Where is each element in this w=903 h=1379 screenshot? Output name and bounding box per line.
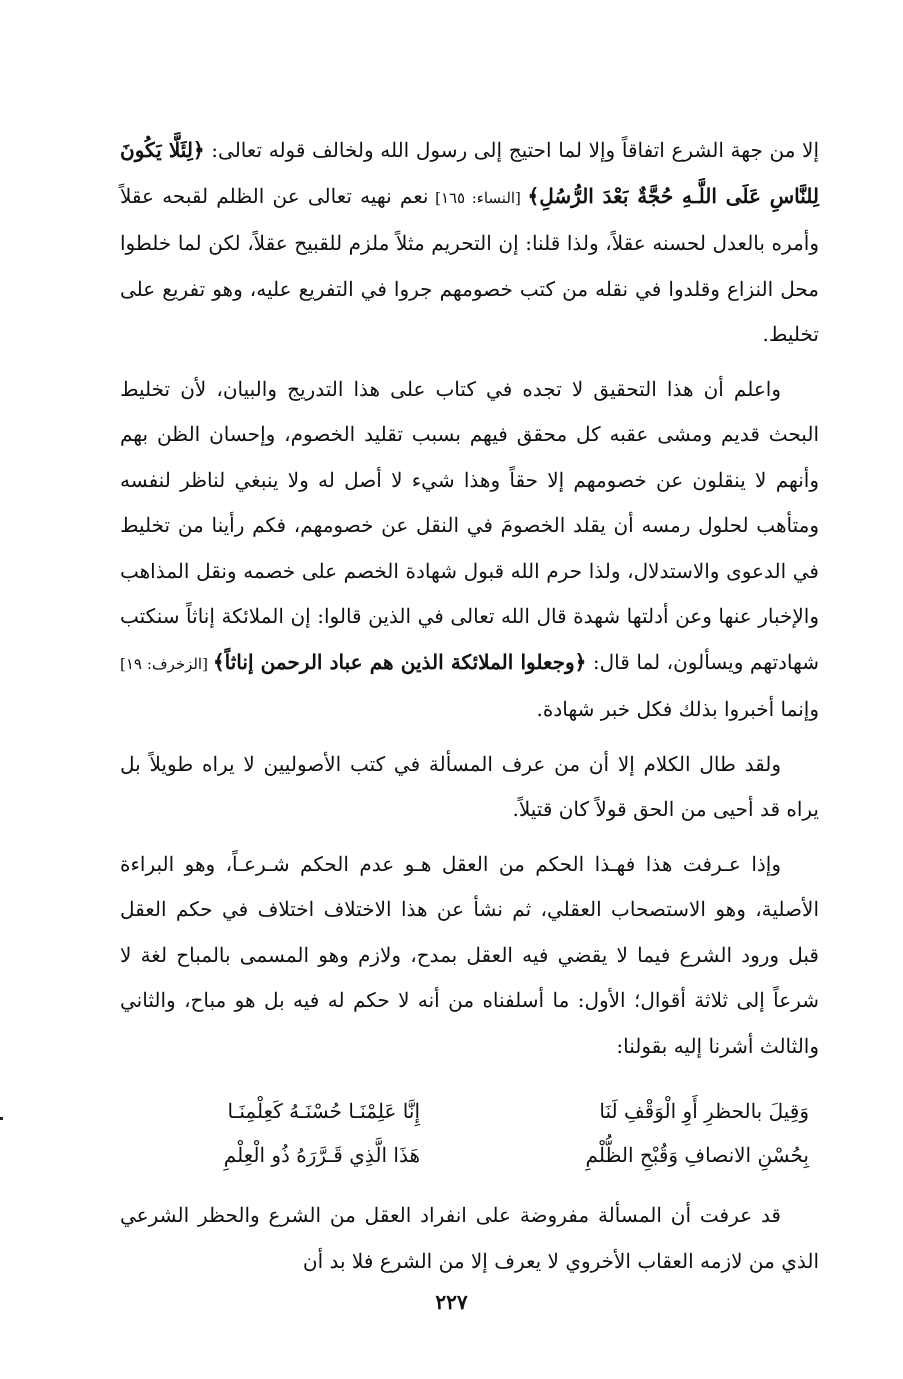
quran-verse-zukhruf: ﴿وجعلوا الملائكة الذين هم عباد الرحمن إناثاً﴾ [212, 649, 587, 674]
poem-line [120, 1133, 819, 1177]
closing-paragraph-text: قد عرفت أن المسألة مفروضة على انفراد العقل من الشرع والحظر الشرعي الذي من لازمه العقاب الأخروي لا يعرف إلا من الشرع فلا بد أن [120, 1203, 819, 1273]
paragraph-2-text-b: وإنما أخبروا بذلك فكل خبر شهادة. [536, 697, 819, 721]
paragraph-4-text: وإذا عـرفت هذا فهـذا الحكم من العقل هـو عدم الحكم شـرعـاً، وهو البراءة الأصلية، وهو الاستصحاب العقلي، ثم نشأ عن هذا الاختلاف اختلاف في حكم العقل قبل ورود الشرع فيما لا يقضي فيه العقل بمدح، ولازم وهو المسمى بالمباح لغة لا شرعاً إلى ثلاثة أقوال؛ الأول: ما أسلفناه من أنه لا حكم له فيه بل هو مباح، والثاني والثالث أشرنا إليه بقولنا: [120, 851, 819, 1058]
poem-hemistich-first: وَقِيلَ بالحظرِ أَوِ الْوَقْفِ لَنَا [599, 1099, 809, 1123]
paragraph-3 [120, 742, 819, 833]
quran-verse-nisa: ﴿لِئَلَّا يَكُونَ لِلنَّاسِ عَلَى اللَّـهِ حُجَّةٌ بَعْدَ الرُّسُلِ﴾ [120, 138, 820, 208]
paragraph-3-text: ولقد طال الكلام إلا أن من عرف المسألة في كتب الأصوليين لا يراه طويلاً بل يراه قد أحيى من الحق قولاً كان قتيلاً. [120, 751, 819, 821]
paragraph-2 [120, 367, 819, 733]
poem-hemistich-first: بِحُسْنِ الانصافِ وَقُبْحِ الظُّلْمِ [585, 1143, 809, 1167]
page-body [120, 128, 819, 1284]
paragraph-1-text-a: إلا من جهة الشرع اتفاقاً وإلا لما احتيج إلى رسول الله ولخالف قوله تعالى: [204, 138, 819, 162]
poem-block [120, 1089, 819, 1177]
verse-reference-zukhruf: [الزخرف: ١٩] [120, 654, 213, 673]
poem-line [120, 1089, 819, 1133]
poem-hemistich-second: هَذَا الَّذِي قَـرَّرَهُ ذُو الْعِلْمِ [223, 1143, 420, 1167]
paragraph-1-text-b: نعم نهيه تعالى عن الظلم لقبحه عقلاً وأمره بالعدل لحسنه عقلاً، ولذا قلنا: إن التحريم مثلاً ملزم للقبيح عقلاً، لكن لما خلطوا محل النزاع وقلدوا في نقله من كتب خصومهم جروا في التفريع عليه، وهو تفريع على تخليط. [120, 183, 819, 346]
verse-reference-nisa: [النساء: ١٦٥] [428, 188, 528, 207]
paragraph-2-text-a: واعلم أن هذا التحقيق لا تجده في كتاب على هذا التدريج والبيان، لأن تخليط البحث قديم ومشى عقبه كل محقق فيهم بسبب تقليد الخصوم، وإحسان الظن بهم وأنهم لا ينقلون عن خصومهم إلا حقاً وهذا شيء لا أصل له ولا ينبغي لناظر لنفسه ومتأهب لحلول رمسه أن يقلد الخصومَ في النقل عن خصومهم، فكم رأينا من تخليط في الدعوى والاستدلال، ولذا حرم الله قبول شهادة الخصم على خصمه ونقل المذاهب والإخبار عنها وعن أدلتها شهدة قال الله تعالى في الذين قالوا: إن الملائكة إناثاً سنكتب شهادتهم ويسألون، لما قال: [120, 376, 819, 674]
margin-dot [0, 1117, 3, 1120]
paragraph-1 [120, 128, 819, 358]
poem-hemistich-second: إِنَّا عَلِمْنَـا حُسْنَـهُ كَعِلْمِنَـا [227, 1099, 420, 1123]
paragraph-4 [120, 842, 819, 1070]
page-number: ٢٢٧ [435, 1290, 468, 1314]
closing-paragraph [120, 1193, 819, 1284]
